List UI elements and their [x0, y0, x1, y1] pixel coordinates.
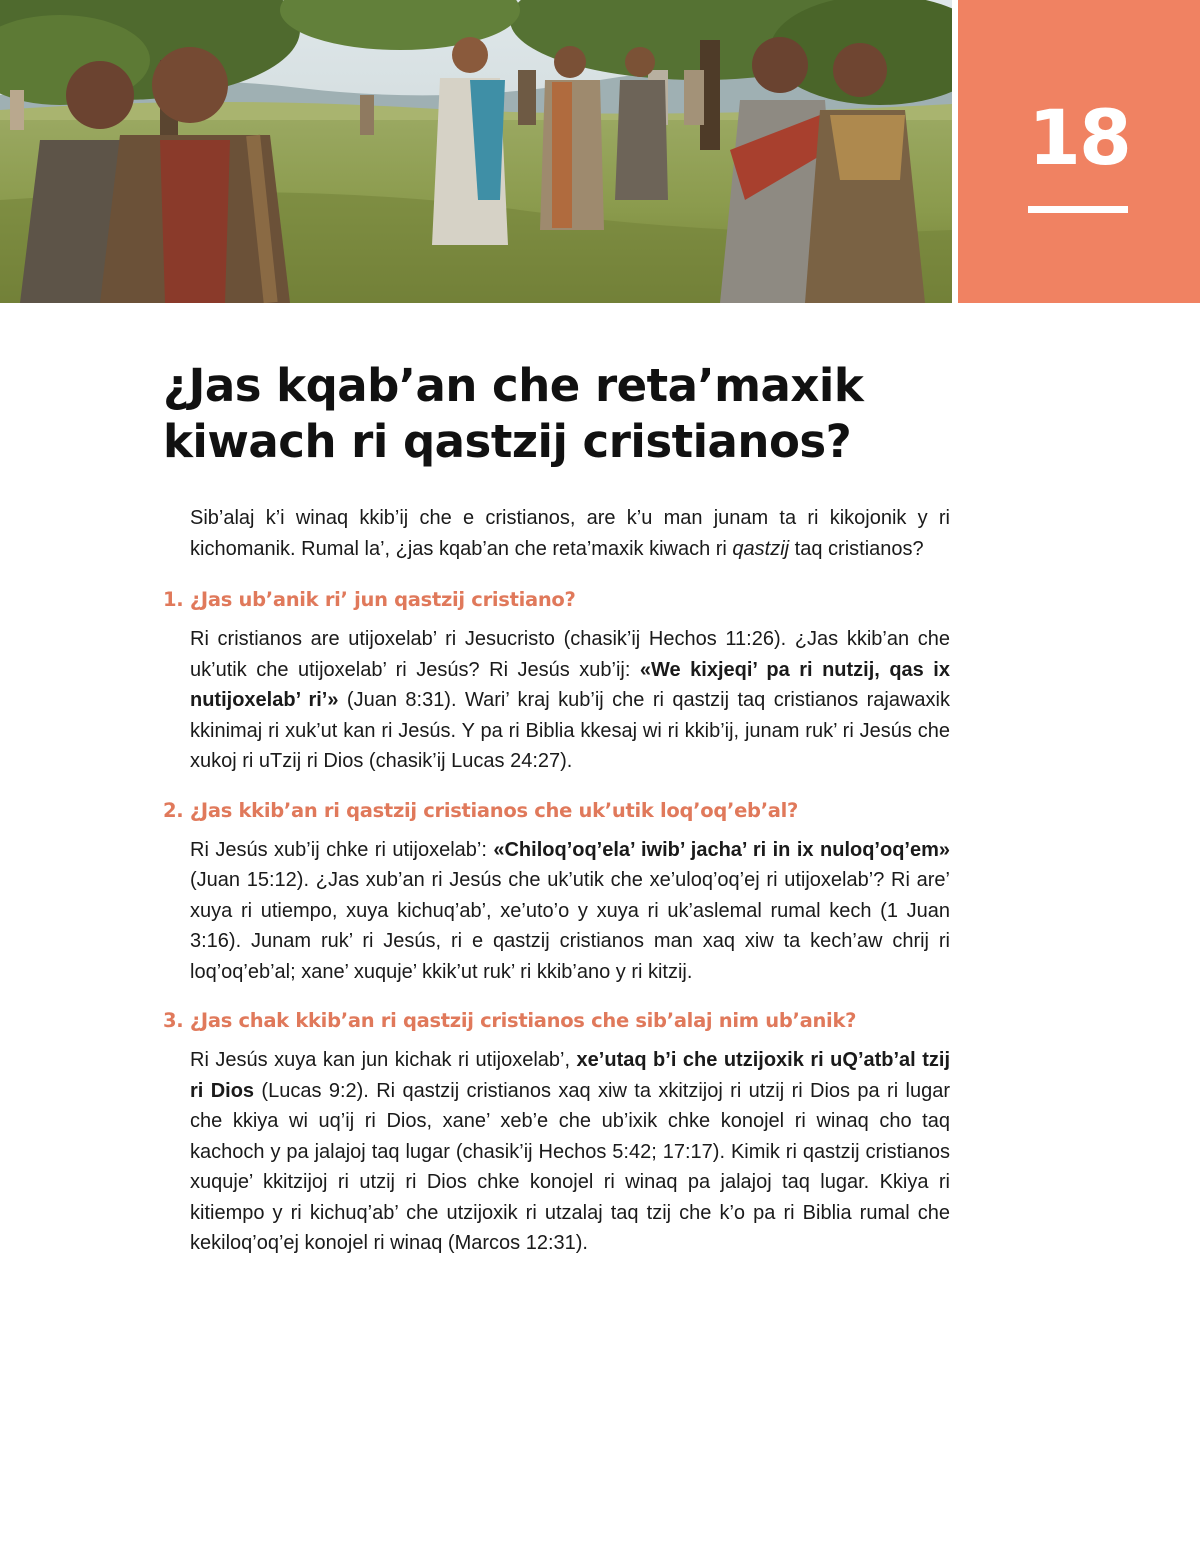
question-heading-2: 2. ¿Jas kkib’an ri qastzij cristianos che uk’utik loq’oq’eb’al?	[163, 798, 799, 822]
answer-3-highlight: xe’utaq b’i che utzijoxik ri uQ’atb’al tzij ri Dios	[190, 1049, 951, 1102]
intro-text-2: taq cristianos?	[789, 537, 924, 560]
header-illustration	[0, 0, 952, 303]
answer-paragraph-2	[190, 835, 950, 988]
intro-emphasis: qastzij	[732, 537, 790, 560]
page-title	[163, 358, 983, 470]
answer-2-quote: «Chiloq’oq’ela’ iwib’ jacha’ ri in ix nuloq’oq’em»	[493, 838, 951, 861]
answer-paragraph-1	[190, 624, 950, 777]
answer-2-text-2: (Juan 15:12). ¿Jas xub’an ri Jesús che uk’utik che xe’uloq’oq’ej ri utijoxelab’? Ri are’ xuya ri utiempo, xuya kichuq’ab’, xe’uto’o y xuya ri uk’aslemal rumal kech (1 Juan 3:16). Junam ruk’ ri Jesús, ri e qastzij cristianos man xaq xiw ta kech’aw chrij ri loq’oq’eb’al; xane’ xuquje’ kkik’ut ruk’ ri kkib’ano y ri kitzij.	[190, 869, 950, 983]
title-line-2: kiwach ri qastzij cristianos?	[163, 415, 852, 468]
answer-2-text-1: Ri Jesús xub’ij chke ri utijoxelab’:	[190, 838, 494, 861]
chapter-underline	[1028, 206, 1128, 213]
answer-1-text-1: Ri cristianos are utijoxelab’ ri Jesucristo (chasik’ij Hechos 11:26). ¿Jas kkib’an che uk’utik che utijoxelab’ ri Jesús? Ri Jesús xub’ij:	[190, 628, 950, 681]
intro-text-1: Sib’alaj k’i winaq kkib’ij che e cristianos, are k’u man junam ta ri kikojonik y ri kichomanik. Rumal la’, ¿jas kqab’an che reta’maxik kiwach ri	[190, 507, 950, 560]
section-1	[163, 586, 950, 777]
answer-1-text-2: (Juan 8:31). Wari’ kraj kub’ij che ri qastzij taq cristianos rajawaxik kkinimaj ri xuk’ut kan ri Jesús. Y pa ri Biblia kkesaj wi ri kkib’ij, junam ruk’ ri Jesús che xukoj ri uTzij ri Dios (chasik’ij Lucas 24:27).	[190, 689, 950, 772]
answer-3-text-2: (Lucas 9:2). Ri qastzij cristianos xaq xiw ta xkitzijoj ri utzij ri Dios pa ri lugar che kkiya wi uq’ij ri Dios, xane’ xeb’e che ub’ixik chke konojel ri winaq cho taq kachoch y pa jalajoj taq lugar (chasik’ij Hechos 5:42; 17:17). Kimik ri qastzij cristianos xuquje’ kkitzijoj ri utzij ri Dios chke konojel ri winaq pa jalajoj taq lugar. Kkiya ri kitiempo y ri kichuq’ab’ che utzijoxik ri utzalaj taq tzij che k’o pa ri Biblia rumal che kekiloq’oq’ej konojel ri winaq (Marcos 12:31).	[190, 1079, 950, 1254]
title-line-1: ¿Jas kqab’an che reta’maxik	[163, 359, 864, 412]
question-heading-3: 3. ¿Jas chak kkib’an ri qastzij cristianos che sib’alaj nim ub’anik?	[163, 1009, 857, 1032]
section-2	[163, 797, 951, 988]
chapter-number: 18	[1028, 93, 1130, 182]
question-heading-1: 1. ¿Jas ub’anik ri’ jun qastzij cristiano?	[163, 588, 576, 611]
answer-3-text-1: Ri Jesús xuya kan jun kichak ri utijoxelab’,	[190, 1049, 577, 1071]
chapter-number-panel	[958, 0, 1200, 303]
answer-paragraph-3	[190, 1045, 950, 1259]
illustration-scene	[0, 0, 952, 303]
section-3	[163, 1007, 951, 1259]
answer-1-quote: «We kixjeqi’ pa ri nutzij, qas ix nutijoxelab’ ri’»	[190, 658, 950, 711]
main-content	[163, 503, 951, 1279]
intro-paragraph	[190, 503, 950, 564]
